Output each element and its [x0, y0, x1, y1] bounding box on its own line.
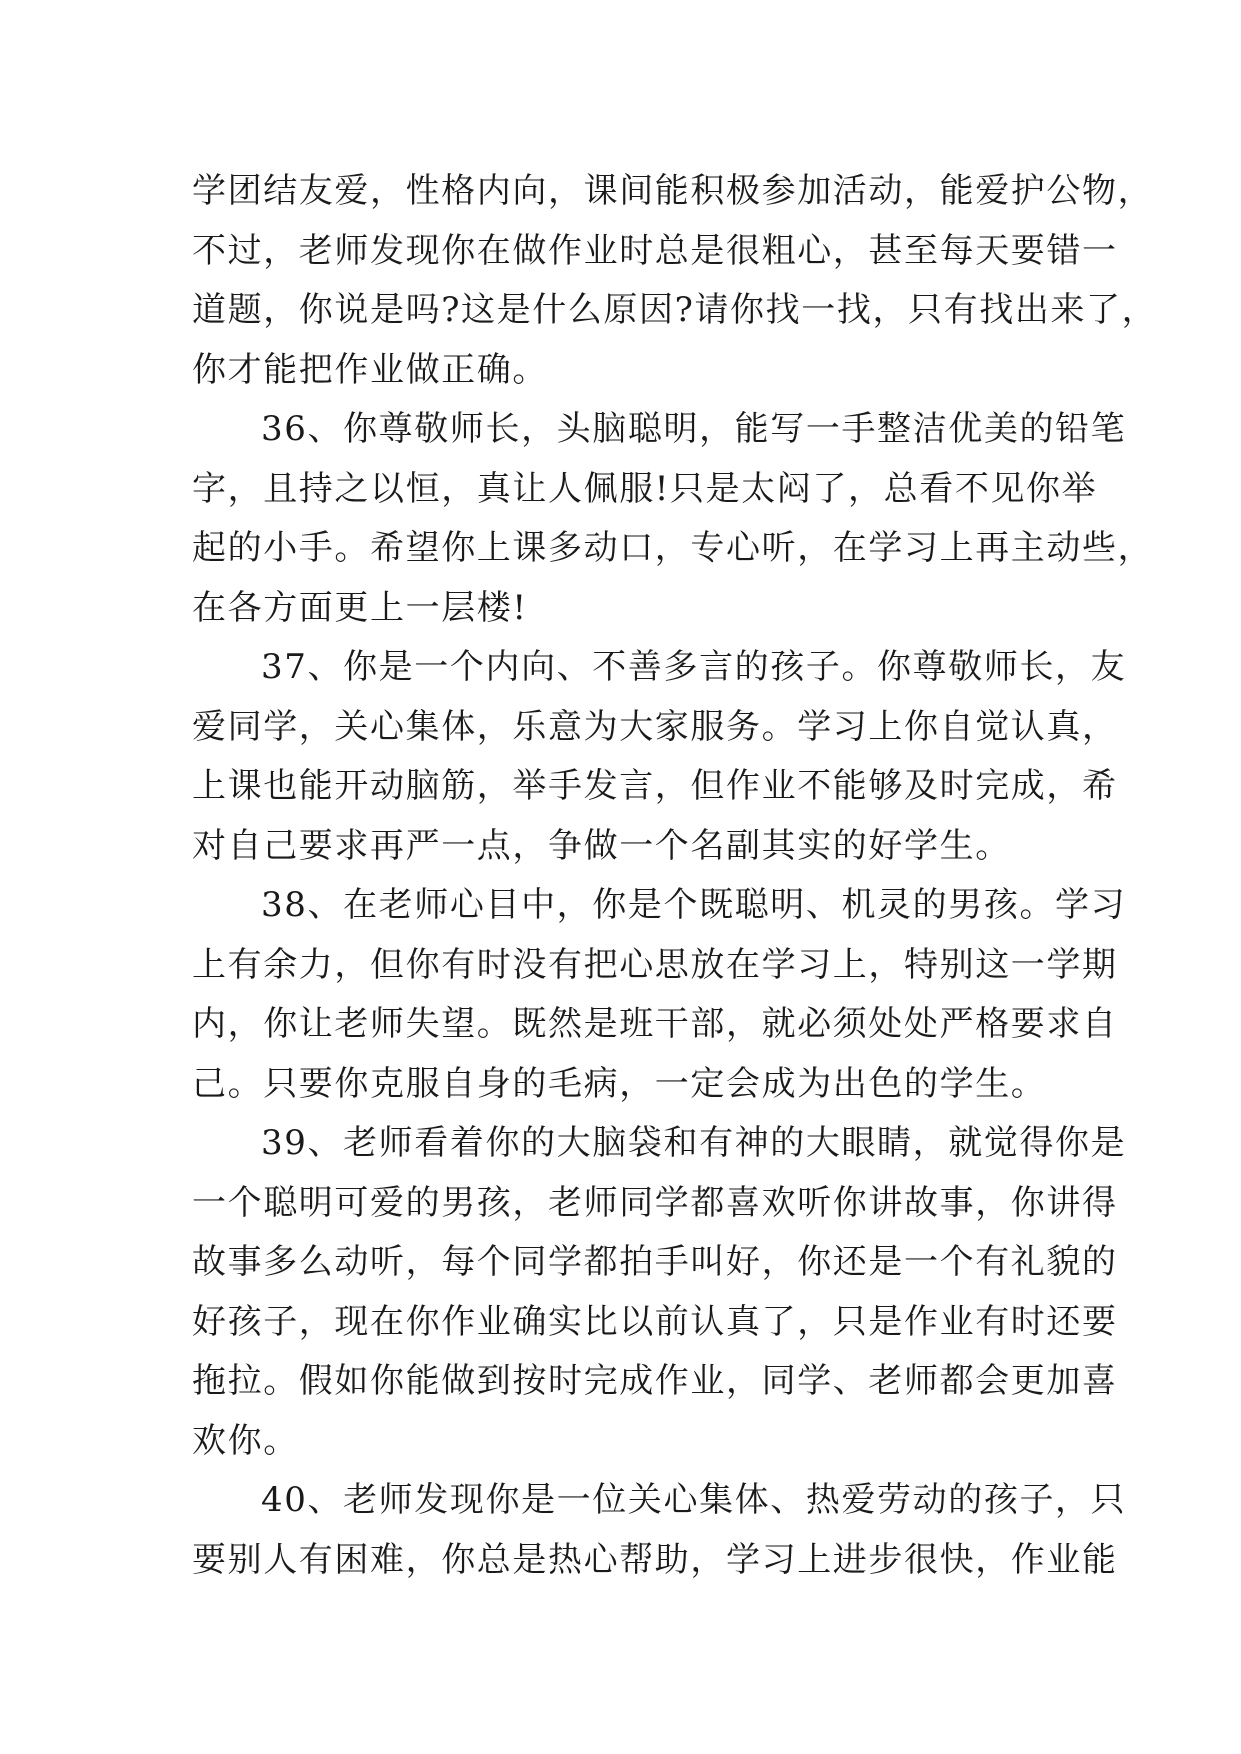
text-line: 38、在老师心目中，你是个既聪明、机灵的男孩。学习: [261, 885, 1127, 925]
text-line: 上有余力，但你有时没有把心思放在学习上，特别这一学期: [192, 944, 1118, 985]
text-line: 对自己要求再严一点，争做一个名副其实的好学生。: [192, 825, 1011, 866]
text-line: 爱同学，关心集体，乐意为大家服务。学习上你自觉认真，: [192, 706, 1118, 747]
text-line: 36、你尊敬师长，头脑聪明，能写一手整洁优美的铅笔: [261, 409, 1127, 449]
text-line: 己。只要你克服自身的毛病，一定会成为出色的学生。: [192, 1063, 1047, 1104]
text-line: 要别人有困难，你总是热心帮助，学习上进步很快，作业能: [192, 1539, 1118, 1580]
text-line: 道题，你说是吗?这是什么原因?请你找一找，只有找出来了，: [192, 290, 1158, 330]
text-line: 欢你。: [192, 1420, 299, 1461]
text-line: 在各方面更上一层楼!: [192, 587, 528, 628]
text-line: 39、老师看着你的大脑袋和有神的大眼睛，就觉得你是: [261, 1123, 1127, 1163]
body-text: [192, 162, 1158, 1590]
text-line: 好孩子，现在你作业确实比以前认真了，只是作业有时还要: [192, 1301, 1118, 1342]
text-line: 故事多么动听，每个同学都拍手叫好，你还是一个有礼貌的: [192, 1242, 1118, 1282]
text-line: 内，你让老师失望。既然是班干部，就必须处处严格要求自: [192, 1004, 1118, 1044]
text-line: 你才能把作业做正确。: [192, 349, 548, 390]
text-line: 37、你是一个内向、不善多言的孩子。你尊敬师长，友: [261, 647, 1127, 687]
text-line: 不过，老师发现你在做作业时总是很粗心，甚至每天要错一: [192, 230, 1118, 271]
text-line: 上课也能开动脑筋，举手发言，但作业不能够及时完成，希: [192, 766, 1118, 806]
text-line: 学团结友爱，性格内向，课间能积极参加活动，能爱护公物，: [192, 171, 1154, 211]
text-line: 40、老师发现你是一位关心集体、热爱劳动的孩子，只: [261, 1480, 1127, 1520]
text-line: 字，且持之以恒，真让人佩服!只是太闷了，总看不见你举: [192, 468, 1098, 509]
text-line: 一个聪明可爱的男孩，老师同学都喜欢听你讲故事，你讲得: [192, 1182, 1118, 1223]
text-line: 拖拉。假如你能做到按时完成作业，同学、老师都会更加喜: [192, 1361, 1118, 1401]
text-line: 起的小手。希望你上课多动口，专心听，在学习上再主动些，: [192, 528, 1154, 568]
